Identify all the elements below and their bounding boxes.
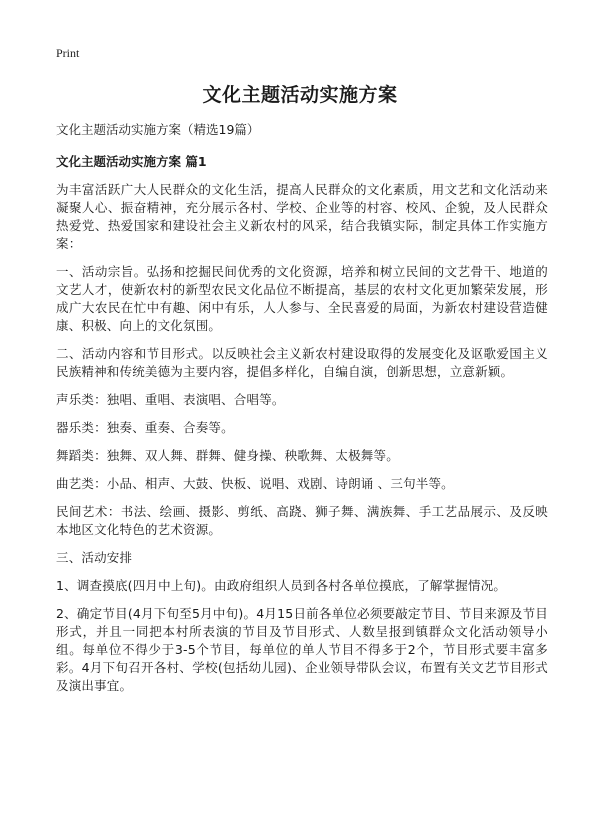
paragraph-schedule-heading: 三、活动安排 <box>56 550 133 565</box>
paragraph-instrumental: 器乐类：独奏、重奏、合奏等。 <box>56 420 234 435</box>
paragraph-dance: 舞蹈类：独舞、双人舞、群舞、健身操、秧歌舞、太极舞等。 <box>56 448 399 463</box>
document-subtitle: 文化主题活动实施方案（精选19篇） <box>56 122 260 137</box>
paragraph-content: 二、活动内容和节目形式。以反映社会主义新农村建设取得的发展变化及讴歌爱国主义民族精神和传统美德为主要内容，提倡多样化，自编自演，创新思想，立意新颖。 <box>56 346 548 379</box>
section-heading: 文化主题活动实施方案 篇1 <box>56 154 207 169</box>
paragraph-survey: 1、调查摸底(四月中上旬)。由政府组织人员到各村各单位摸底，了解掌握情况。 <box>56 578 507 593</box>
paragraph-folk-art: 民间艺术：书法、绘画、摄影、剪纸、高跷、狮子舞、满族舞、手工艺品展示、及反映本地区文化特色的艺术资源。 <box>56 504 548 537</box>
paragraph-quyi: 曲艺类：小品、相声、大鼓、快板、说唱、戏剧、诗朗诵 、三句半等。 <box>56 476 454 491</box>
document-title: 文化主题活动实施方案 <box>202 84 398 106</box>
paragraph-purpose: 一、活动宗旨。弘扬和挖掘民间优秀的文化资源，培养和树立民间的文艺骨干、地道的文艺人才，使新农村的新型农民文化品位不断提高，基层的农村文化更加繁荣发展，形成广大农民在忙中有趣、闲中有乐，人人参与、全民喜爱的局面，为新农村建设营造健康、积极、向上的文化氛围。 <box>56 264 548 333</box>
print-label: Print <box>56 46 80 60</box>
document-body <box>56 181 548 705</box>
paragraph-vocal: 声乐类：独唱、重唱、表演唱、合唱等。 <box>56 392 285 407</box>
paragraph-intro: 为丰富活跃广大人民群众的文化生活，提高人民群众的文化素质，用文艺和文化活动来凝聚人心、振奋精神，充分展示各村、学校、企业等的村容、校风、企貌，及人民群众热爱党、热爱国家和建设社会主义新农村的风采，结合我镇实际，制定具体工作实施方案： <box>56 182 548 251</box>
paragraph-program: 2、确定节目(4月下旬至5月中旬)。4月15日前各单位必须要敲定节目、节目来源及节目形式，并且一同把本村所表演的节目及节目形式、人数呈报到镇群众文化活动领导小组。每单位不得少于3-5个节目，每单位的单人节目不得多于2个，节目形式要丰富多彩。4月下旬召开各村、学校(包括幼儿园)、企业领导带队会议，布置有关文艺节目形式及演出事宜。 <box>56 606 548 693</box>
